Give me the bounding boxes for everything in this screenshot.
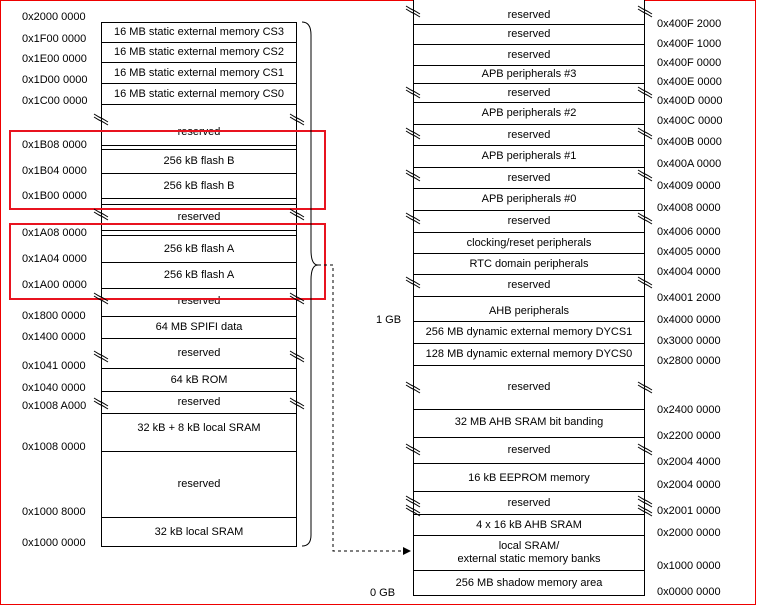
cell-reserved: reserved bbox=[101, 392, 297, 414]
cell-apb-peripherals-1: APB peripherals #1 bbox=[413, 146, 645, 168]
cell-flash-b-upper: 256 kB flash B bbox=[101, 150, 297, 174]
gb-label-1gb: 1 GB bbox=[376, 314, 402, 326]
break-marker bbox=[406, 496, 420, 507]
cell-reserved: reserved bbox=[413, 211, 645, 233]
break-marker bbox=[94, 209, 108, 220]
break-marker bbox=[406, 170, 420, 181]
address-label: 0x400F 0000 bbox=[657, 57, 722, 69]
cell-spifi-data: 64 MB SPIFI data bbox=[101, 317, 297, 339]
cell-reserved: reserved bbox=[413, 84, 645, 103]
cell-reserved: reserved bbox=[413, 275, 645, 297]
cell-reserved: reserved bbox=[413, 366, 645, 410]
address-label: 0x4005 0000 bbox=[657, 246, 721, 258]
address-label: 0x400A 0000 bbox=[657, 158, 722, 170]
cell-local-sram-40k: 32 kB + 8 kB local SRAM bbox=[101, 414, 297, 452]
break-marker bbox=[406, 213, 420, 224]
address-label: 0x1008 A000 bbox=[22, 400, 87, 412]
break-marker bbox=[94, 351, 108, 362]
cell-rtc-domain-peripherals: RTC domain peripherals bbox=[413, 254, 645, 275]
address-label: 0x2800 0000 bbox=[657, 355, 721, 367]
break-marker bbox=[94, 114, 108, 125]
cell-reserved: reserved bbox=[413, 25, 645, 45]
address-label: 0x2400 0000 bbox=[657, 404, 721, 416]
break-marker bbox=[290, 351, 304, 362]
address-label: 0x1B00 0000 bbox=[22, 190, 87, 202]
cell-clocking-reset-peripherals: clocking/reset peripherals bbox=[413, 233, 645, 254]
break-marker bbox=[406, 128, 420, 139]
break-marker bbox=[638, 128, 652, 139]
cell-ahb-peripherals: AHB peripherals bbox=[413, 297, 645, 322]
address-label: 0x400C 0000 bbox=[657, 115, 723, 127]
break-marker bbox=[638, 444, 652, 455]
address-label: 0x3000 0000 bbox=[657, 335, 721, 347]
break-marker bbox=[638, 382, 652, 393]
address-label: 0x4004 0000 bbox=[657, 266, 721, 278]
cell-shadow-memory-area: 256 MB shadow memory area bbox=[413, 571, 645, 596]
address-label: 0x4008 0000 bbox=[657, 202, 721, 214]
cell-reserved: reserved bbox=[101, 205, 297, 231]
address-label: 0x2000 0000 bbox=[22, 11, 86, 23]
cell-reserved: reserved bbox=[101, 105, 297, 146]
break-marker bbox=[406, 277, 420, 288]
address-label: 0x1A08 0000 bbox=[22, 227, 87, 239]
cell-reserved: reserved bbox=[413, 492, 645, 515]
cell-static-mem-cs2: 16 MB static external memory CS2 bbox=[101, 43, 297, 63]
address-label: 0x400E 0000 bbox=[657, 76, 722, 88]
address-label: 0x2004 0000 bbox=[657, 479, 721, 491]
break-marker bbox=[94, 398, 108, 409]
address-label: 0x0000 0000 bbox=[657, 586, 721, 598]
address-label: 0x2001 0000 bbox=[657, 505, 721, 517]
break-marker bbox=[406, 87, 420, 98]
address-label: 0x400B 0000 bbox=[657, 136, 722, 148]
break-marker bbox=[638, 6, 652, 17]
cell-reserved: reserved bbox=[413, 438, 645, 464]
cell-apb-peripherals-3: APB peripherals #3 bbox=[413, 66, 645, 84]
cell-static-mem-cs0: 16 MB static external memory CS0 bbox=[101, 84, 297, 105]
address-label: 0x1B08 0000 bbox=[22, 139, 87, 151]
address-label: 0x1C00 0000 bbox=[22, 95, 88, 107]
address-label: 0x1000 0000 bbox=[657, 560, 721, 572]
cell-apb-peripherals-2: APB peripherals #2 bbox=[413, 103, 645, 125]
address-label: 0x4009 0000 bbox=[657, 180, 721, 192]
cell-rom: 64 kB ROM bbox=[101, 369, 297, 392]
cell-local-sram-32k: 32 kB local SRAM bbox=[101, 518, 297, 547]
break-marker bbox=[290, 398, 304, 409]
break-marker bbox=[638, 170, 652, 181]
break-marker bbox=[94, 293, 108, 304]
cell-static-mem-cs3: 16 MB static external memory CS3 bbox=[101, 22, 297, 43]
address-label: 0x1A04 0000 bbox=[22, 253, 87, 265]
cell-eeprom-memory: 16 kB EEPROM memory bbox=[413, 464, 645, 492]
break-marker bbox=[638, 213, 652, 224]
address-label: 0x1F00 0000 bbox=[22, 33, 87, 45]
address-label: 0x2200 0000 bbox=[657, 430, 721, 442]
address-label: 0x400F 2000 bbox=[657, 18, 722, 30]
cell-dynamic-mem-dycs0: 128 MB dynamic external memory DYCS0 bbox=[413, 344, 645, 366]
address-label: 0x1D00 0000 bbox=[22, 74, 88, 86]
address-label: 0x400F 1000 bbox=[657, 38, 722, 50]
cell-reserved: reserved bbox=[101, 339, 297, 369]
cell-apb-peripherals-0: APB peripherals #0 bbox=[413, 189, 645, 211]
address-label: 0x1A00 0000 bbox=[22, 279, 87, 291]
break-marker bbox=[406, 505, 420, 516]
cell-static-mem-cs1: 16 MB static external memory CS1 bbox=[101, 63, 297, 84]
address-label: 0x1E00 0000 bbox=[22, 53, 87, 65]
break-marker bbox=[290, 293, 304, 304]
address-label: 0x400D 0000 bbox=[657, 95, 723, 107]
address-label: 0x1040 0000 bbox=[22, 382, 86, 394]
break-marker bbox=[290, 114, 304, 125]
break-marker bbox=[290, 209, 304, 220]
gb-label-0gb: 0 GB bbox=[370, 587, 396, 599]
address-label: 0x1000 0000 bbox=[22, 537, 86, 549]
cell-reserved: reserved bbox=[413, 0, 645, 25]
break-marker bbox=[638, 505, 652, 516]
cell-reserved: reserved bbox=[413, 168, 645, 189]
cell-local-sram-external-static: local SRAM/ external static memory banks bbox=[413, 536, 645, 571]
address-label: 0x1008 0000 bbox=[22, 441, 86, 453]
address-label: 0x4006 0000 bbox=[657, 226, 721, 238]
cell-ahb-sram-bit-banding: 32 MB AHB SRAM bit banding bbox=[413, 410, 645, 438]
cell-flash-b-lower: 256 kB flash B bbox=[101, 174, 297, 199]
cell-reserved: reserved bbox=[413, 125, 645, 146]
address-label: 0x1800 0000 bbox=[22, 310, 86, 322]
cell-reserved: reserved bbox=[101, 289, 297, 317]
address-label: 0x4001 2000 bbox=[657, 292, 721, 304]
address-label: 0x4000 0000 bbox=[657, 314, 721, 326]
break-marker bbox=[406, 382, 420, 393]
cell-ahb-sram-4x16k: 4 x 16 kB AHB SRAM bbox=[413, 515, 645, 536]
address-label: 0x1041 0000 bbox=[22, 360, 86, 372]
break-marker bbox=[638, 496, 652, 507]
address-label: 0x2000 0000 bbox=[657, 527, 721, 539]
break-marker bbox=[638, 87, 652, 98]
address-label: 0x1B04 0000 bbox=[22, 165, 87, 177]
address-label: 0x2004 4000 bbox=[657, 456, 721, 468]
cell-flash-a-lower: 256 kB flash A bbox=[101, 263, 297, 289]
cell-flash-a-upper: 256 kB flash A bbox=[101, 236, 297, 263]
break-marker bbox=[406, 6, 420, 17]
address-label: 0x1400 0000 bbox=[22, 331, 86, 343]
break-marker bbox=[638, 277, 652, 288]
cell-reserved: reserved bbox=[413, 45, 645, 66]
break-marker bbox=[406, 444, 420, 455]
address-label: 0x1000 8000 bbox=[22, 506, 86, 518]
cell-dynamic-mem-dycs1: 256 MB dynamic external memory DYCS1 bbox=[413, 322, 645, 344]
cell-reserved: reserved bbox=[101, 452, 297, 518]
